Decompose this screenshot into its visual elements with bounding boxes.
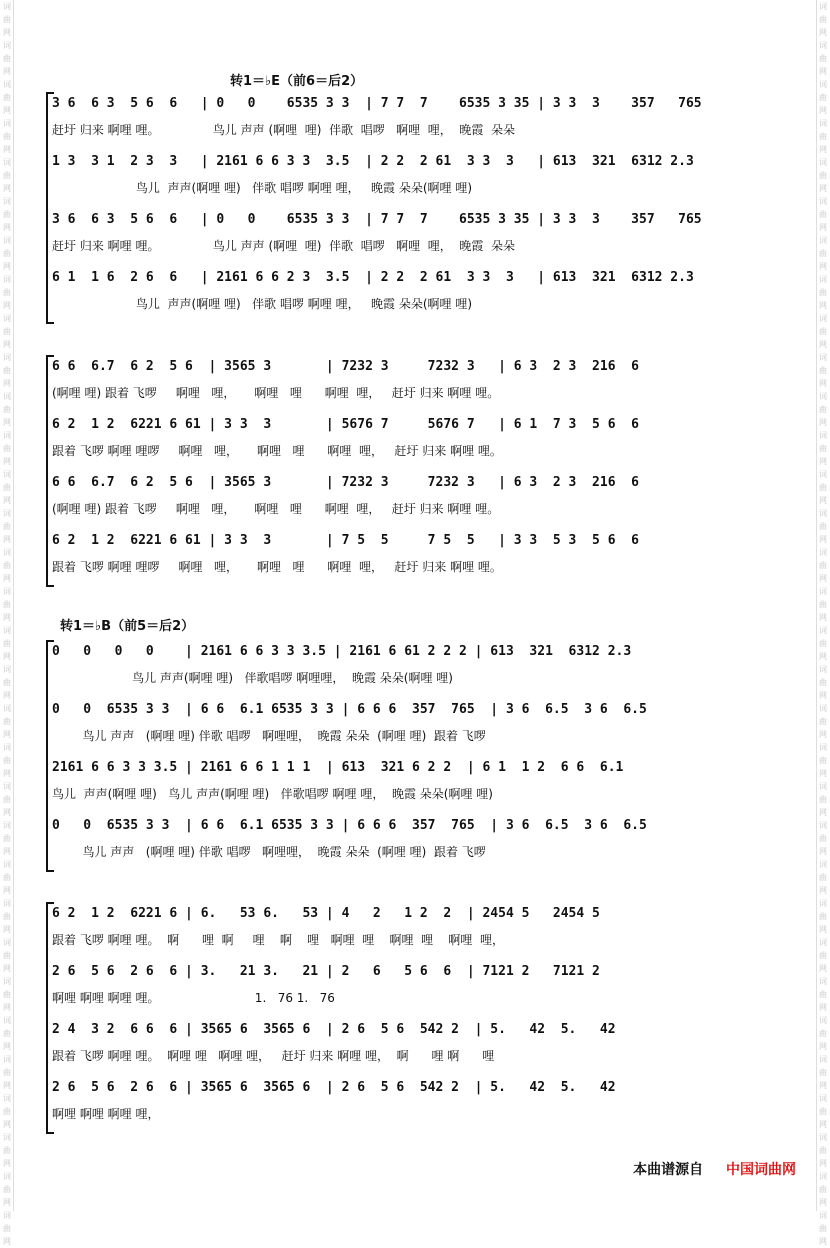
voice-part-row (52, 960, 782, 1018)
lyric-line: 啊哩 啊哩 啊哩 哩。 1. 76 1. 76 (52, 991, 335, 1005)
key-change-label: 转1＝♭B（前5＝后2） (60, 619, 195, 634)
lyric-line: (啊哩 哩) 跟着 飞啰 啊哩 哩， 啊哩 哩 啊哩 哩， 赶圩 归来 啊哩 哩。 (52, 502, 500, 516)
voice-part-row (52, 355, 782, 413)
lyric-line: 赶圩 归来 啊哩 哩。 鸟儿 声声 (啊哩 哩) 伴歌 唱啰 啊哩 哩， 晚霞 朵朵 (52, 239, 516, 253)
voice-part-row (52, 529, 782, 587)
lyric-line: 鸟儿 声声 (啊哩 哩) 伴歌 唱啰 啊哩哩， 晚霞 朵朵 (啊哩 哩) 跟着 飞啰 (52, 845, 486, 859)
notation-line: 6 2 1 2 6221 6 61 | 3 3 3 | 5676 7 5676 7 | 6 1 7 3 5 6 6 (52, 417, 639, 432)
source-label: 本曲谱源自 (633, 1162, 704, 1178)
notation-line: 3 6 6 3 5 6 6 | 0 0 6535 3 3 | 7 7 7 6535 3 35 | 3 3 3 357 765 (52, 96, 702, 111)
notation-line: 2 6 5 6 2 6 6 | 3. 21 3. 21 | 2 6 5 6 6 | 7121 2 7121 2 (52, 964, 600, 979)
notation-line: 6 2 1 2 6221 6 | 6. 53 6. 53 | 4 2 1 2 2 | 2454 5 2454 5 (52, 906, 600, 921)
lyric-line: 跟着 飞啰 啊哩 哩。 啊 哩 啊 哩 啊 哩 啊哩 哩 啊哩 哩 啊哩 哩， (52, 933, 505, 947)
notation-line: 6 6 6.7 6 2 5 6 | 3565 3 | 7232 3 7232 3 | 6 3 2 3 216 6 (52, 359, 639, 374)
lyric-line: (啊哩 哩) 跟着 飞啰 啊哩 哩， 啊哩 哩 啊哩 哩， 赶圩 归来 啊哩 哩。 (52, 386, 500, 400)
voice-part-row (52, 208, 782, 266)
notation-line: 6 6 6.7 6 2 5 6 | 3565 3 | 7232 3 7232 3 | 6 3 2 3 216 6 (52, 475, 639, 490)
voice-part-row (52, 471, 782, 529)
notation-line: 2161 6 6 3 3 3.5 | 2161 6 6 1 1 1 | 613 321 6 2 2 | 6 1 1 2 6 6 6.1 (52, 760, 624, 775)
source-footer (633, 1159, 796, 1179)
voice-part-row (52, 698, 782, 756)
lyric-line: 跟着 飞啰 啊哩 哩。 啊哩 哩 啊哩 哩， 赶圩 归来 啊哩 哩， 啊 哩 啊 哩 (52, 1049, 495, 1063)
voice-part-row (52, 640, 782, 698)
lyric-line: 鸟儿 声声 (啊哩 哩) 伴歌 唱啰 啊哩哩， 晚霞 朵朵 (啊哩 哩) 跟着 飞啰 (52, 729, 486, 743)
lyric-line: 鸟儿 声声(啊哩 哩) 伴歌 唱啰 啊哩 哩， 晚霞 朵朵(啊哩 哩) (52, 297, 473, 311)
notation-line: 1 3 3 1 2 3 3 | 2161 6 6 3 3 3.5 | 2 2 2 61 3 3 3 | 613 321 6312 2.3 (52, 154, 694, 169)
lyric-line: 鸟儿 声声(啊哩 哩) 鸟儿 声声(啊哩 哩) 伴歌唱啰 啊哩 哩， 晚霞 朵朵(啊哩 哩) (52, 787, 493, 801)
voice-part-row (52, 756, 782, 814)
voice-part-row (52, 150, 782, 208)
score-system (52, 355, 782, 587)
voice-part-row (52, 413, 782, 471)
notation-line: 3 6 6 3 5 6 6 | 0 0 6535 3 3 | 7 7 7 6535 3 35 | 3 3 3 357 765 (52, 212, 702, 227)
lyric-line: 鸟儿 声声(啊哩 哩) 伴歌唱啰 啊哩哩， 晚霞 朵朵(啊哩 哩) (52, 671, 453, 685)
notation-line: 0 0 6535 3 3 | 6 6 6.1 6535 3 3 | 6 6 6 357 765 | 3 6 6.5 3 6 6.5 (52, 702, 647, 717)
notation-line: 6 1 1 6 2 6 6 | 2161 6 6 2 3 3.5 | 2 2 2 61 3 3 3 | 613 321 6312 2.3 (52, 270, 694, 285)
voice-part-row (52, 814, 782, 872)
notation-line: 0 0 0 0 | 2161 6 6 3 3 3.5 | 2161 6 61 2 2 2 | 613 321 6312 2.3 (52, 644, 632, 659)
lyric-line: 赶圩 归来 啊哩 哩。 鸟儿 声声 (啊哩 哩) 伴歌 唱啰 啊哩 哩， 晚霞 朵朵 (52, 123, 516, 137)
score-system (52, 640, 782, 872)
key-change-label: 转1＝♭E（前6＝后2） (230, 74, 364, 89)
lyric-line: 跟着 飞啰 啊哩 哩啰 啊哩 哩， 啊哩 哩 啊哩 哩， 赶圩 归来 啊哩 哩。 (52, 444, 502, 458)
notation-line: 6 2 1 2 6221 6 61 | 3 3 3 | 7 5 5 7 5 5 | 3 3 5 3 5 6 6 (52, 533, 639, 548)
notation-line: 0 0 6535 3 3 | 6 6 6.1 6535 3 3 | 6 6 6 357 765 | 3 6 6.5 3 6 6.5 (52, 818, 647, 833)
voice-part-row (52, 92, 782, 150)
notation-line: 2 6 5 6 2 6 6 | 3565 6 3565 6 | 2 6 5 6 542 2 | 5. 42 5. 42 (52, 1080, 616, 1095)
lyric-line: 跟着 飞啰 啊哩 哩啰 啊哩 哩， 啊哩 哩 啊哩 哩， 赶圩 归来 啊哩 哩。 (52, 560, 502, 574)
lyric-line: 啊哩 啊哩 啊哩 哩， (52, 1107, 160, 1121)
watermark-strip-left: 词 曲 网 词 曲 网 词 曲 网 词 曲 网 词 曲 网 词 曲 网 词 曲 网 词 曲 网 词 曲 网 词 曲 网 词 曲 网 词 曲 网 词 曲 网 词 曲 网 词 曲 网 词 曲 网 词 曲 网 词 曲 网 词 曲 网 词 曲 网 词 曲 网 词 曲 网 词 曲 网 词 曲 网 词 曲 网 词 曲 网 词 曲 网 词 曲 网 词 曲 网 词 曲 网 词 曲 网 词 曲 网 (0, 0, 14, 1211)
voice-part-row (52, 1076, 782, 1134)
voice-part-row (52, 266, 782, 324)
voice-part-row (52, 1018, 782, 1076)
score-system (52, 92, 782, 324)
voice-part-row (52, 902, 782, 960)
lyric-line: 鸟儿 声声(啊哩 哩) 伴歌 唱啰 啊哩 哩， 晚霞 朵朵(啊哩 哩) (52, 181, 473, 195)
notation-line: 2 4 3 2 6 6 6 | 3565 6 3565 6 | 2 6 5 6 542 2 | 5. 42 5. 42 (52, 1022, 616, 1037)
score-system (52, 902, 782, 1134)
site-name-link[interactable]: 中国词曲网 (726, 1162, 796, 1178)
watermark-strip-right: 词 曲 网 词 曲 网 词 曲 网 词 曲 网 词 曲 网 词 曲 网 词 曲 网 词 曲 网 词 曲 网 词 曲 网 词 曲 网 词 曲 网 词 曲 网 词 曲 网 词 曲 网 词 曲 网 词 曲 网 词 曲 网 词 曲 网 词 曲 网 词 曲 网 词 曲 网 词 曲 网 词 曲 网 词 曲 网 词 曲 网 词 曲 网 词 曲 网 词 曲 网 词 曲 网 词 曲 网 词 曲 网 (816, 0, 830, 1211)
